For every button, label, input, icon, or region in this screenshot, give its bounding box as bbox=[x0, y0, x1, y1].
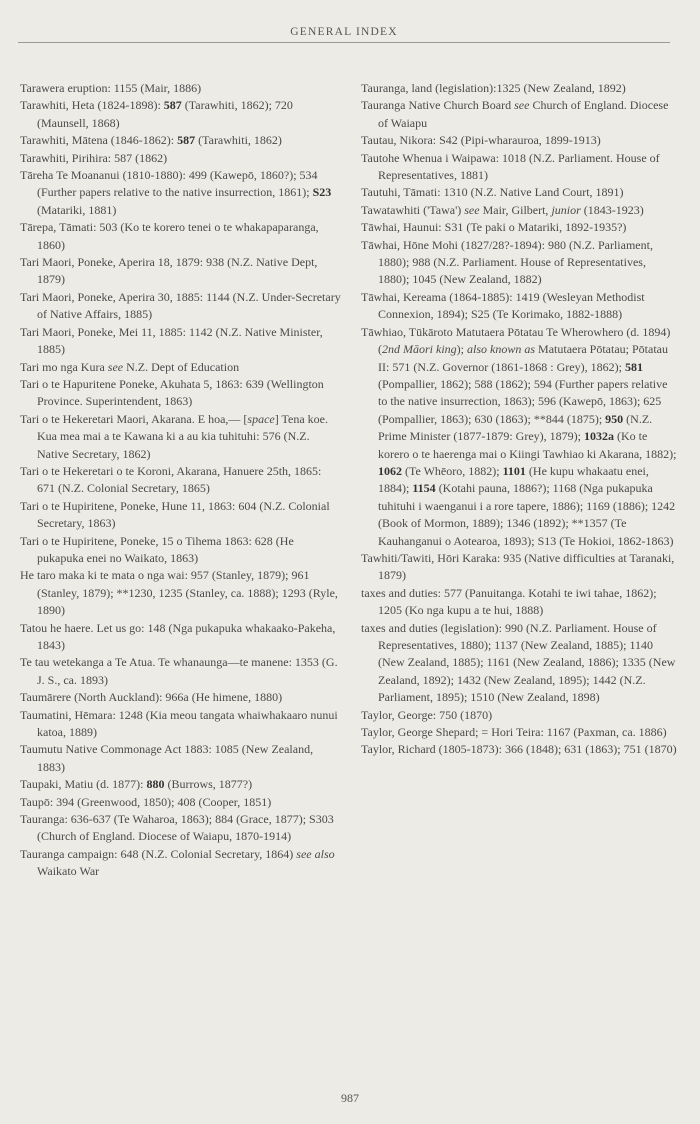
index-entry bbox=[361, 724, 679, 741]
entry-text: Tauranga: 636-637 (Te Waharoa, 1863); 884 (Grace, 1877); S303 (Church of England. Diocese of Waiapu, 1870-1914) bbox=[20, 812, 334, 844]
index-column-left bbox=[20, 80, 342, 881]
index-entry bbox=[361, 550, 679, 585]
entry-text: Taupaki, Matiu (d. 1877): bbox=[20, 777, 147, 792]
entry-text: Tawhiti/Tawiti, Hōri Karaka: 935 (Native difficulties at Taranaki, 1879) bbox=[361, 550, 675, 583]
bold-reference: 1154 bbox=[412, 481, 436, 496]
entry-text: Taumārere (North Auckland): 966a (He himene, 1880) bbox=[20, 690, 283, 705]
entry-text: taxes and duties (legislation): 990 (N.Z. Parliament. House of Representatives, 1880); 1137 (New Zealand, 1885); 1140 (New Zealand, 1885); 1161 (New Zealand, 1886); 1335 (New Zealand, 1892); 1432 (New Zealand, 1895); 1442 (N.Z. Parliament, 1895); 1510 (New Zealand, 1898) bbox=[361, 620, 676, 705]
entry-text: Tāreha Te Moananui (1810-1880): 499 (Kawepō, 1860?); 534 (Further papers relative to the native insurrection, 1861); bbox=[20, 168, 318, 200]
index-entry bbox=[20, 811, 342, 846]
italic-text: space bbox=[247, 411, 275, 426]
index-entry bbox=[361, 80, 679, 97]
index-entry bbox=[20, 654, 342, 689]
entry-text: Tautohe Whenua i Waipawa: 1018 (N.Z. Parliament. House of Representatives, 1881) bbox=[361, 150, 660, 183]
entry-text: Tari mo nga Kura bbox=[20, 359, 108, 374]
index-entry bbox=[20, 289, 342, 324]
entry-text: N.Z. Dept of Education bbox=[123, 359, 240, 374]
entry-text: (Kotahi pauna, 1886?); 1168 (Nga pukapuka tuhituhi i waenganui i a rore tapere, 1886); 1169 (1886); 1242 (Book of Mormon, 1889); 1346 (1892); **1357 (Te Kauhanganui o Aotearoa, 1893); S13 (Te Hokioi, 1862-1863) bbox=[378, 481, 676, 548]
entry-text: Taylor, George: 750 (1870) bbox=[361, 707, 493, 722]
entry-text: Tari o te Hapuritene Poneke, Akuhata 5, 1863: 639 (Wellington Province. Superintendent, 1863) bbox=[20, 376, 324, 409]
entry-text: Tari o te Hupiritene, Poneke, Hune 11, 1863: 604 (N.Z. Colonial Secretary, 1863) bbox=[20, 498, 330, 531]
index-entry bbox=[361, 97, 679, 132]
index-entry bbox=[361, 324, 679, 550]
index-entry bbox=[20, 846, 342, 881]
entry-text: (Ko te korero o te haerenga mai o Kiingi Tawhiao ki Akarana, 1882); bbox=[378, 429, 677, 461]
entry-text: Tari Maori, Poneke, Aperira 18, 1879: 938 (N.Z. Native Dept, 1879) bbox=[20, 255, 318, 287]
italic-text: see also bbox=[296, 846, 335, 861]
entry-text: Tauranga, land (legislation):1325 (New Zealand, 1892) bbox=[361, 81, 626, 95]
bold-reference: 1032a bbox=[583, 429, 614, 444]
index-entry bbox=[20, 167, 342, 219]
index-entry bbox=[20, 132, 342, 149]
entry-text: (Matariki, 1881) bbox=[37, 202, 117, 217]
entry-text: Tarawhiti, Heta (1824-1898): bbox=[20, 98, 164, 113]
index-entry bbox=[361, 237, 679, 289]
index-entry bbox=[20, 620, 342, 655]
entry-text: Tarawhiti, Mātena (1846-1862): bbox=[20, 133, 178, 148]
bold-reference: 880 bbox=[146, 777, 165, 792]
index-entry bbox=[20, 463, 342, 498]
index-entry bbox=[361, 219, 679, 236]
italic-text: 2nd Māori king bbox=[382, 342, 457, 357]
running-header: GENERAL INDEX bbox=[18, 26, 670, 43]
entry-text: (Te Whēoro, 1882); bbox=[402, 463, 503, 478]
bold-reference: 587 bbox=[177, 133, 196, 148]
index-entry bbox=[20, 533, 342, 568]
entry-text: Taylor, George Shepard; = Hori Teira: 1167 (Paxman, ca. 1886) bbox=[361, 725, 667, 740]
entry-text: Tari Maori, Poneke, Aperira 30, 1885: 1144 (N.Z. Under-Secretary of Native Affairs, 1885) bbox=[20, 289, 341, 322]
entry-text: taxes and duties: 577 (Panuitanga. Kotahi te iwi tahae, 1862); 1205 (Ko nga kupu a te hui, 1888) bbox=[361, 585, 657, 618]
index-entry bbox=[20, 254, 342, 289]
index-entry bbox=[361, 289, 679, 324]
index-entry bbox=[20, 376, 342, 411]
entry-text: (N.Z. Prime Minister (1877-1879: Grey), 1879); bbox=[378, 411, 653, 444]
entry-text: (He kupu whakaatu enei, 1884); bbox=[378, 463, 649, 496]
entry-text: Tārepa, Tāmati: 503 (Ko te korero tenei o te whakapaparanga, 1860) bbox=[20, 220, 319, 252]
entry-text: Tāwhiao, Tūkāroto Matutaera Pōtatau Te Wherowhero (d. 1894) ( bbox=[361, 324, 671, 357]
index-entry bbox=[20, 567, 342, 619]
italic-text: see bbox=[464, 202, 480, 217]
entry-text: Tautau, Nikora: S42 (Pipi-wharauroa, 1899-1913) bbox=[361, 133, 601, 148]
bold-reference: 587 bbox=[163, 98, 182, 113]
bold-reference: 1062 bbox=[378, 463, 402, 478]
bold-reference: 950 bbox=[605, 411, 624, 426]
bold-reference: 581 bbox=[624, 359, 643, 374]
entry-text: Te tau wetekanga a Te Atua. Te whanaunga—te manene: 1353 (G. J. S., ca. 1893) bbox=[20, 655, 338, 687]
entry-text: ] Tena koe. Kua mea mai a te Kawana ki a au kia tuhituhi: 576 (N.Z. Native Secretary, 1862) bbox=[37, 411, 328, 461]
entry-text: Tarawera eruption: 1155 (Mair, 1886) bbox=[20, 81, 202, 95]
index-entry bbox=[20, 689, 342, 706]
index-entry bbox=[20, 359, 342, 376]
entry-text: Tatou he haere. Let us go: 148 (Nga pukapuka whakaako-Pakeha, 1843) bbox=[20, 620, 336, 652]
entry-text: (Pompallier, 1862); 588 (1862); 594 (Further papers relative to the native insurrection, 1863); 596 (Kawepō, 1863); 625 (Pompallier, 1863); 630 (1863); **844 (1875); bbox=[378, 376, 668, 426]
bold-reference: 1101 bbox=[502, 463, 526, 478]
entry-text: He taro maka ki te mata o nga wai: 957 (Stanley, 1879); 961 (Stanley, 1879); **1230, 1235 (Stanley, ca. 1888); 1293 (Ryle, 1890) bbox=[20, 568, 338, 618]
entry-text: Tāwhai, Haunui: S31 (Te paki o Matariki, 1892-1935?) bbox=[361, 220, 627, 235]
index-entry bbox=[361, 707, 679, 724]
italic-text: junior bbox=[551, 202, 581, 217]
entry-text: Tari o te Hupiritene, Poneke, 15 o Tihema 1863: 628 (He pukapuka enei no Waikato, 1863) bbox=[20, 533, 294, 565]
entry-text: (Burrows, 1877?) bbox=[164, 777, 253, 792]
entry-text: Tāwhai, Kereama (1864-1885): 1419 (Wesleyan Methodist Connexion, 1894); S25 (Te Korimako, 1882-1888) bbox=[361, 289, 645, 322]
entry-text: Tauranga campaign: 648 (N.Z. Colonial Secretary, 1864) bbox=[20, 846, 297, 861]
index-entry bbox=[20, 794, 342, 811]
index-entry bbox=[361, 202, 679, 219]
index-entry bbox=[20, 498, 342, 533]
entry-text: Tari o te Hekeretari Maori, Akarana. E hoa,— [ bbox=[20, 411, 248, 426]
entry-text: Taylor, Richard (1805-1873): 366 (1848); 631 (1863); 751 (1870) bbox=[361, 742, 677, 757]
index-entry bbox=[20, 411, 342, 463]
index-entry bbox=[20, 80, 342, 97]
index-entry bbox=[20, 150, 342, 167]
italic-text: see bbox=[107, 359, 124, 374]
index-entry bbox=[361, 585, 679, 620]
entry-text: Tāwhai, Hōne Mohi (1827/28?-1894): 980 (N.Z. Parliament, 1880); 988 (N.Z. Parliament. House of Representatives, 1880); 1045 (New Zealand, 1882) bbox=[361, 237, 653, 287]
index-entry bbox=[20, 707, 342, 742]
entry-text: Matutaera Pōtatau; Pōtatau II: 571 (N.Z. Governor (1861-1868 : Grey), 1862); bbox=[378, 342, 668, 374]
index-entry bbox=[361, 184, 679, 201]
bold-reference: S23 bbox=[312, 185, 332, 200]
page-number: 987 bbox=[341, 1091, 359, 1105]
entry-text: Tautuhi, Tāmati: 1310 (N.Z. Native Land Court, 1891) bbox=[361, 185, 624, 200]
index-entry bbox=[361, 150, 679, 185]
entry-text: Waikato War bbox=[37, 864, 100, 879]
index-entry bbox=[361, 741, 679, 758]
italic-text: also known as bbox=[467, 342, 536, 357]
entry-text: ); bbox=[456, 342, 468, 357]
entry-text: Taumutu Native Commonage Act 1883: 1085 (New Zealand, 1883) bbox=[20, 742, 314, 774]
entry-text: (Tarawhiti, 1862) bbox=[195, 133, 282, 148]
index-entry bbox=[20, 219, 342, 254]
index-column-right bbox=[361, 80, 679, 759]
entry-text: (Tarawhiti, 1862); 720 (Maunsell, 1868) bbox=[37, 98, 293, 130]
index-entry bbox=[20, 776, 342, 793]
entry-text: Tawatawhiti ('Tawa') bbox=[361, 202, 465, 217]
entry-text: Tari o te Hekeretari o te Koroni, Akarana, Hanuere 25th, 1865: 671 (N.Z. Colonial Secretary, 1865) bbox=[20, 463, 322, 496]
entry-text: Taumatini, Hēmara: 1248 (Kia meou tangata whaiwhakaaro nunui katoa, 1889) bbox=[20, 707, 338, 740]
entry-text: Tarawhiti, Pirihira: 587 (1862) bbox=[20, 150, 168, 165]
italic-text: see bbox=[514, 98, 530, 113]
entry-text: Church of England. Diocese of Waiapu bbox=[378, 98, 669, 130]
entry-text: Taupō: 394 (Greenwood, 1850); 408 (Cooper, 1851) bbox=[20, 794, 272, 809]
entry-text: Mair, Gilbert, bbox=[479, 202, 552, 217]
index-entry bbox=[20, 97, 342, 132]
entry-text: (1843-1923) bbox=[580, 202, 644, 217]
index-entry bbox=[20, 324, 342, 359]
entry-text: Tari Maori, Poneke, Mei 11, 1885: 1142 (N.Z. Native Minister, 1885) bbox=[20, 324, 323, 357]
index-entry bbox=[20, 741, 342, 776]
entry-text: Tauranga Native Church Board bbox=[361, 98, 515, 113]
index-entry bbox=[361, 620, 679, 707]
index-entry bbox=[361, 132, 679, 149]
